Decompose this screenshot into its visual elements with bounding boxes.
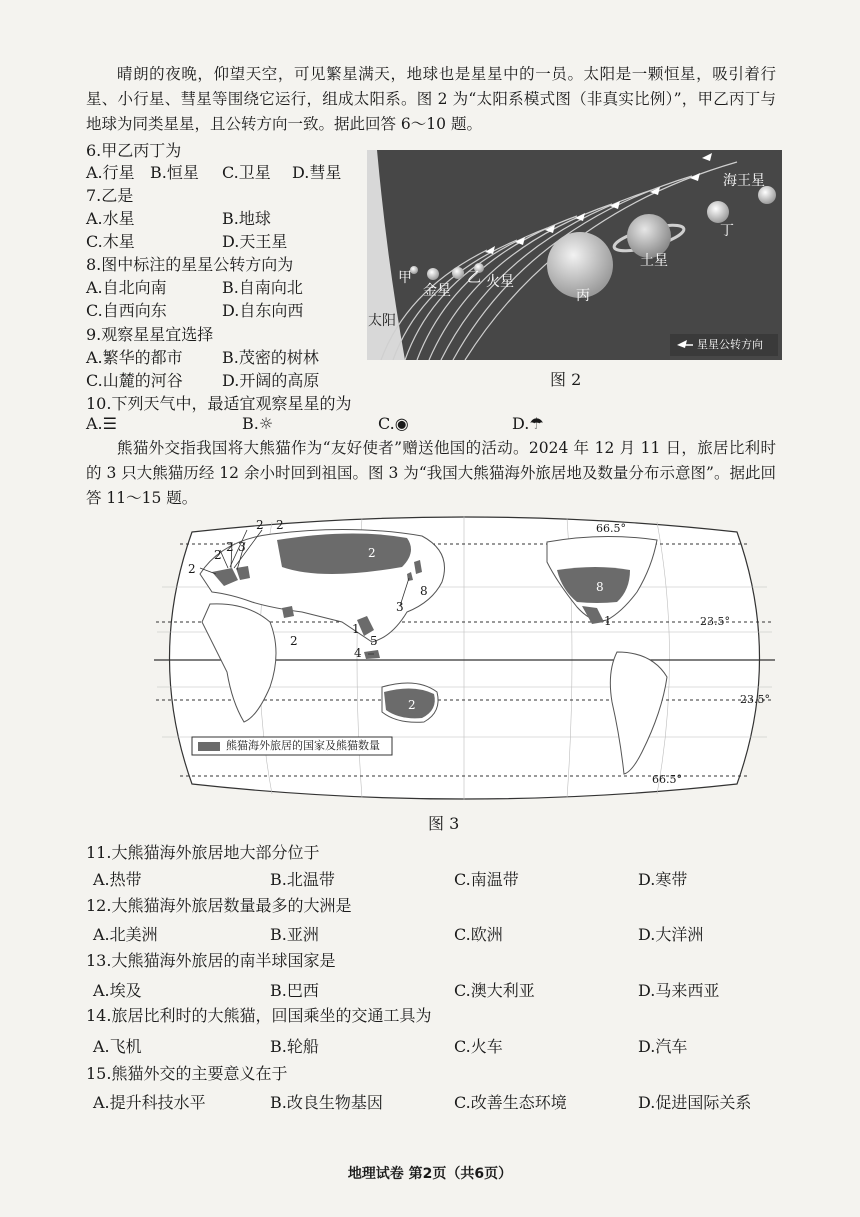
question-8-option-a: A.自北向南	[86, 278, 167, 297]
count-indonesia: 5	[370, 634, 378, 648]
lat-label-antarctic: 66.5°	[652, 773, 682, 786]
lat-label-tropic-capricorn: 23.5°	[740, 693, 770, 706]
label-neptune: 海王星	[723, 173, 765, 189]
question-10-option-b: B.☼	[242, 414, 274, 433]
count-usa: 8	[596, 580, 604, 594]
question-13-option-b: B.巴西	[270, 981, 319, 1000]
lat-label-arctic: 66.5°	[596, 522, 626, 535]
question-8-option-d: D.自东向西	[222, 301, 304, 320]
question-15-option-d: D.促进国际关系	[638, 1093, 752, 1112]
count-russia: 2	[368, 546, 376, 560]
planet-yi	[452, 267, 464, 279]
label-jia: 甲	[398, 270, 412, 286]
solar-system-diagram	[367, 150, 782, 360]
question-14-option-a: A.飞机	[93, 1037, 142, 1056]
figure-2-caption: 图 2	[550, 370, 582, 389]
count-malaysia: 4	[354, 646, 362, 660]
count-europe-1: 2	[256, 518, 264, 532]
label-sun: 太阳	[368, 313, 396, 329]
question-9-option-a: A.繁华的都市	[86, 348, 183, 367]
count-middle-east: 2	[290, 634, 298, 648]
question-7-option-a: A.水星	[86, 209, 135, 228]
page-footer: 地理试卷 第2页（共6页）	[347, 1166, 513, 1182]
count-japan: 8	[420, 584, 428, 598]
question-14-stem: 14.旅居比利时的大熊猫，回国乘坐的交通工具为	[86, 1006, 432, 1025]
question-7-option-d: D.天王星	[222, 232, 288, 251]
solar-system-figure	[367, 150, 782, 360]
question-12-stem: 12.大熊猫海外旅居数量最多的大洲是	[86, 896, 352, 915]
count-europe-3: 3	[238, 540, 246, 554]
question-13-option-a: A.埃及	[93, 981, 142, 1000]
question-10-option-c: C.◉	[378, 414, 409, 433]
question-13-stem: 13.大熊猫海外旅居的南半球国家是	[86, 951, 336, 970]
question-8-option-b: B.自南向北	[222, 278, 303, 297]
question-8-option-c: C.自西向东	[86, 301, 167, 320]
question-12-option-d: D.大洋洲	[638, 925, 704, 944]
label-venus: 金星	[423, 283, 451, 299]
question-10-option-a: A.☰	[86, 414, 117, 433]
question-15-option-b: B.改良生物基因	[270, 1093, 383, 1112]
question-12-option-b: B.亚洲	[270, 925, 319, 944]
question-7-option-c: C.木星	[86, 232, 135, 251]
question-6-option-b: B.恒星	[150, 163, 199, 182]
label-mars: 火星	[486, 274, 514, 290]
intro-paragraph-panda: 熊猫外交指我国将大熊猫作为“友好使者”赠送他国的活动。2024 年 12 月 11 日，旅居比利时的 3 只大熊猫历经 12 余小时回到祖国。图 3 为“我国大熊猫海外旅居地及数量分布示意图”。据此回答 11～15 题。	[86, 439, 776, 507]
question-14-option-d: D.汽车	[638, 1037, 688, 1056]
question-11-option-a: A.热带	[93, 870, 142, 889]
figure-3-caption: 图 3	[428, 814, 460, 833]
count-australia: 2	[408, 698, 416, 712]
count-europe-4: 2	[226, 540, 234, 554]
question-15-option-c: C.改善生态环境	[454, 1093, 567, 1112]
label-saturn: 土星	[640, 253, 668, 269]
question-10-stem: 10.下列天气中，最适宜观察星星的为	[86, 394, 352, 413]
question-11-stem: 11.大熊猫海外旅居地大部分位于	[86, 843, 320, 862]
question-9-option-d: D.开阔的高原	[222, 371, 320, 390]
question-13-option-d: D.马来西亚	[638, 981, 720, 1000]
intro-paragraph-solar: 晴朗的夜晚，仰望天空，可见繁星满天，地球也是星星中的一员。太阳是一颗恒星，吸引着行星、小行星、彗星等围绕它运行，组成太阳系。图 2 为“太阳系模式图（非真实比例）”，甲乙丙丁与地球为同类星星，且公转方向一致。据此回答 6～10 题。	[86, 65, 776, 133]
question-7-stem: 7.乙是	[86, 186, 134, 205]
question-12-option-a: A.北美洲	[93, 925, 158, 944]
country-russia	[277, 533, 411, 574]
question-14-option-c: C.火车	[454, 1037, 503, 1056]
question-12-option-c: C.欧洲	[454, 925, 503, 944]
count-europe-5: 2	[214, 548, 222, 562]
question-6-option-d: D.彗星	[292, 163, 342, 182]
question-6-option-c: C.卫星	[222, 163, 271, 182]
panda-world-map-figure	[152, 512, 777, 804]
label-yi: 乙	[467, 270, 481, 286]
question-9-stem: 9.观察星星宜选择	[86, 325, 214, 344]
question-10-option-d: D.☂	[512, 414, 544, 433]
count-mexico: 1	[604, 614, 612, 628]
question-15-stem: 15.熊猫外交的主要意义在于	[86, 1064, 288, 1083]
question-11-option-b: B.北温带	[270, 870, 335, 889]
lat-label-tropic-cancer: 23.5°	[700, 615, 730, 628]
question-14-option-b: B.轮船	[270, 1037, 319, 1056]
planet-venus	[427, 268, 439, 280]
count-europe-2: 2	[276, 518, 284, 532]
map-legend-label: 熊猫海外旅居的国家及熊猫数量	[226, 739, 380, 752]
question-6-option-a: A.行星	[86, 163, 135, 182]
label-ding: 丁	[720, 223, 734, 239]
question-9-option-c: C.山麓的河谷	[86, 371, 183, 390]
question-7-option-b: B.地球	[222, 209, 271, 228]
question-8-stem: 8.图中标注的星星公转方向为	[86, 255, 294, 274]
world-map	[152, 512, 777, 804]
count-korea: 3	[396, 600, 404, 614]
count-thailand: 1	[352, 622, 360, 636]
question-15-option-a: A.提升科技水平	[93, 1093, 206, 1112]
question-9-option-b: B.茂密的树林	[222, 348, 319, 367]
legend-label: 星星公转方向	[697, 338, 763, 351]
question-11-option-d: D.寒带	[638, 870, 688, 889]
label-bing: 丙	[576, 288, 590, 304]
question-13-option-c: C.澳大利亚	[454, 981, 535, 1000]
count-europe-6: 2	[188, 562, 196, 576]
country-qatar	[282, 606, 294, 618]
question-11-option-c: C.南温带	[454, 870, 519, 889]
question-6-stem: 6.甲乙丙丁为	[86, 141, 182, 160]
